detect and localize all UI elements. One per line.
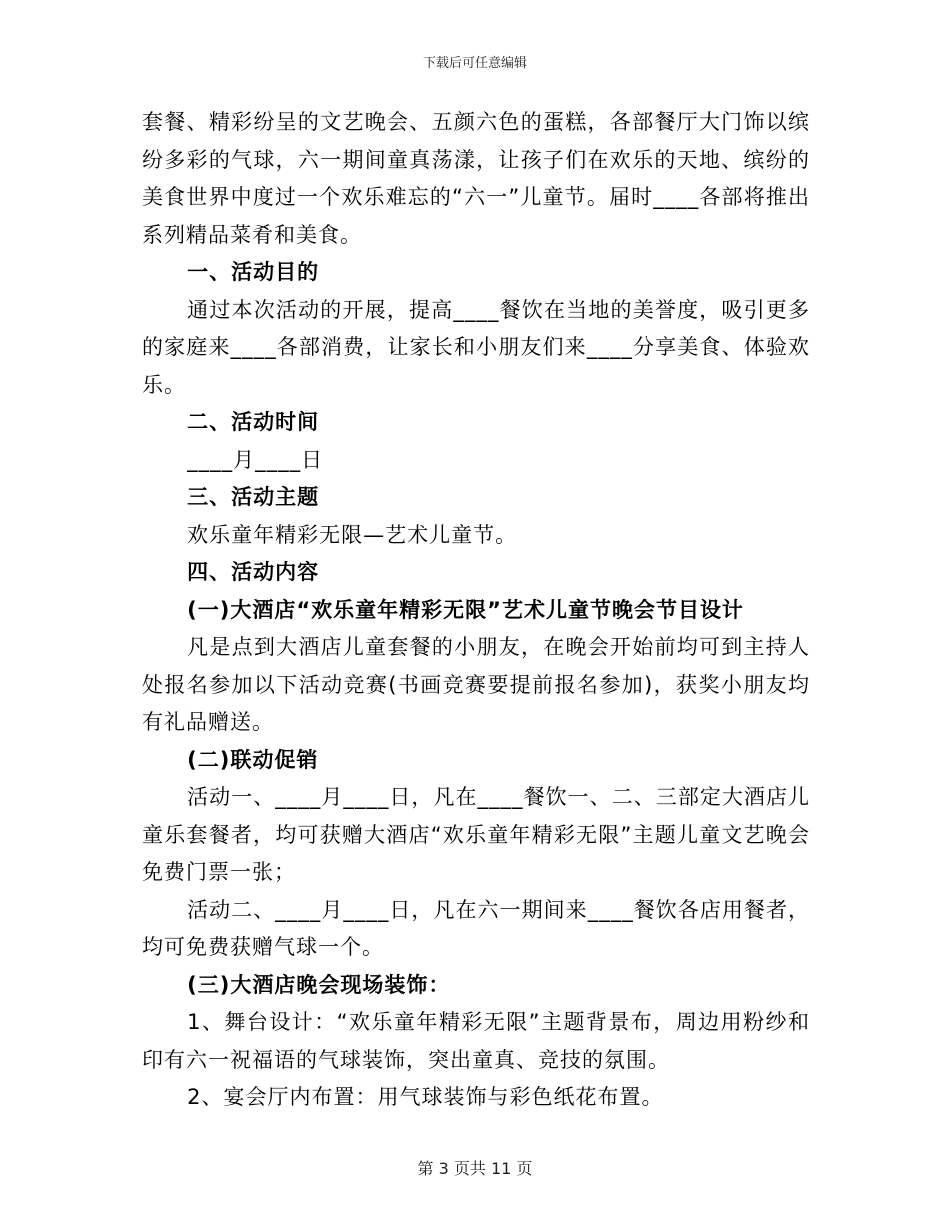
page-footer: 第 3 页共 11 页 [417,1159,533,1178]
heading-activity-time: 二、活动时间 [187,410,320,434]
subheading-venue-decoration: (三)大酒店晚会现场装饰： [187,972,451,997]
subheading-gala-program: (一)大酒店“欢乐童年精彩无限”艺术儿童节晚会节目设计 [187,597,744,622]
paragraph-theme: 欢乐童年精彩无限—艺术儿童节。 [187,522,518,547]
paragraph-promotion-two: 活动二、____月____日，凡在六一期间来____餐饮各店用餐者，均可免费获赠气球一个。 [142,897,810,959]
paragraph-promotion-one: 活动一、____月____日，凡在____餐饮一、二、三部定大酒店儿童乐套餐者，均可获赠大酒店“欢乐童年精彩无限”主题儿童文艺晚会免费门票一张； [142,785,810,884]
paragraph-time: ____月____日 [187,447,324,472]
paragraph-gala-program: 凡是点到大酒店儿童套餐的小朋友，在晚会开始前均可到主持人处报名参加以下活动竞赛(书画竞赛要提前报名参加)，获奖小朋友均有礼品赠送。 [142,635,810,734]
subheading-joint-promotion: (二)联动促销 [187,747,319,772]
heading-activity-content: 四、活动内容 [187,560,320,584]
document-body [142,104,810,1117]
paragraph-hall-layout: 2、宴会厅内布置：用气球装饰与彩色纸花布置。 [187,1085,664,1109]
paragraph-intro: 套餐、精彩纷呈的文艺晚会、五颜六色的蛋糕，各部餐厅大门饰以缤纷多彩的气球，六一期间童真荡漾，让孩子们在欢乐的天地、缤纷的美食世界中度过一个欢乐难忘的“六一”儿童节。届时____各部将推出系列精品菜肴和美食。 [142,110,810,247]
heading-activity-purpose: 一、活动目的 [187,260,320,284]
paragraph-purpose: 通过本次活动的开展，提高____餐饮在当地的美誉度，吸引更多的家庭来____各部消费，让家长和小朋友们来____分享美食、体验欢乐。 [142,297,810,397]
heading-activity-theme: 三、活动主题 [187,485,320,509]
paragraph-stage-design: 1、舞台设计：“欢乐童年精彩无限”主题背景布，周边用粉纱和印有六一祝福语的气球装饰，突出童真、竞技的氛围。 [142,1010,810,1072]
page-header: 下载后可任意编辑 [422,56,527,71]
